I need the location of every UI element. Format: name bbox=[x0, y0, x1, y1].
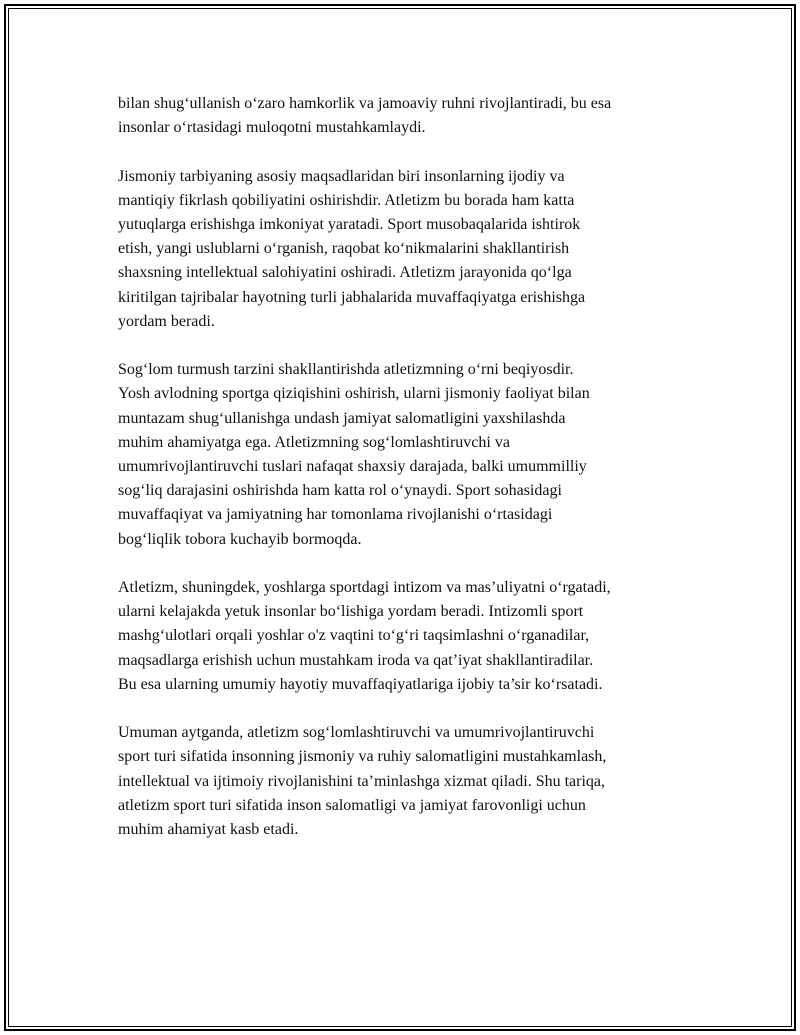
paragraph-2 bbox=[118, 165, 698, 334]
text-line: yordam beradi. bbox=[118, 312, 215, 330]
text-line: ularni kelajakda yetuk insonlar bo‘lishiga yordam beradi. Intizomli sport bbox=[118, 603, 584, 621]
text-line: etish, yangi uslublarni o‘rganish, raqobat ko‘nikmalarini shakllantirish bbox=[118, 240, 570, 258]
text-line: Umuman aytganda, atletizm sog‘lomlashtiruvchi va umumrivojlantiruvchi bbox=[118, 724, 595, 742]
text-line: atletizm sport turi sifatida inson salomatligi va jamiyat farovonligi uchun bbox=[118, 796, 586, 814]
text-line: maqsadlarga erishish uchun mustahkam iroda va qat’iyat shakllantiradilar. bbox=[118, 651, 594, 669]
text-line: muntazam shug‘ullanishga undash jamiyat salomatligini yaxshilashda bbox=[118, 409, 566, 427]
text-line: insonlar o‘rtasidagi muloqotni mustahkamlaydi. bbox=[118, 119, 426, 137]
text-line: bilan shug‘ullanish o‘zaro hamkorlik va jamoaviy ruhni rivojlantiradi, bu esa bbox=[118, 95, 612, 112]
paragraph-4 bbox=[118, 576, 698, 697]
text-line: kiritilgan tajribalar hayotning turli jabhalarida muvaffaqiyatga erishishga bbox=[118, 288, 586, 306]
text-line: sport turi sifatida insonning jismoniy va ruhiy salomatligini mustahkamlash, bbox=[118, 748, 607, 766]
document-body bbox=[118, 92, 698, 866]
text-line: bog‘liqlik tobora kuchayib bormoqda. bbox=[118, 530, 362, 548]
paragraph-1 bbox=[118, 92, 698, 140]
paragraph-5 bbox=[118, 721, 698, 842]
text-line: Sog‘lom turmush tarzini shakllantirishda atletizmning o‘rni beqiyosdir. bbox=[118, 361, 574, 379]
text-line: Bu esa ularning umumiy hayotiy muvaffaqiyatlariga ijobiy ta’sir ko‘rsatadi. bbox=[118, 675, 603, 693]
text-line: Atletizm, shuningdek, yoshlarga sportdagi intizom va mas’uliyatni o‘rgatadi, bbox=[118, 579, 611, 597]
text-line: intellektual va ijtimoiy rivojlanishini ta’minlashga xizmat qiladi. Shu tariqa, bbox=[118, 772, 606, 790]
text-line: sog‘liq darajasini oshirishda ham katta rol o‘ynaydi. Sport sohasidagi bbox=[118, 482, 562, 500]
text-line: muhim ahamiyatga ega. Atletizmning sog‘lomlashtiruvchi va bbox=[118, 433, 510, 451]
text-line: mashg‘ulotlari orqali yoshlar o'z vaqtini to‘g‘ri taqsimlashni o‘rganadilar, bbox=[118, 627, 590, 645]
text-line: yutuqlarga erishishga imkoniyat yaratadi. Sport musobaqalarida ishtirok bbox=[118, 216, 581, 233]
text-line: muhim ahamiyat kasb etadi. bbox=[118, 821, 299, 839]
text-line: Yosh avlodning sportga qiziqishini oshirish, ularni jismoniy faoliyat bilan bbox=[118, 385, 590, 403]
text-line: muvaffaqiyat va jamiyatning har tomonlama rivojlanishi o‘rtasidagi bbox=[118, 506, 553, 524]
paragraph-3 bbox=[118, 358, 698, 552]
text-line: Jismoniy tarbiyaning asosiy maqsadlaridan biri insonlarning ijodiy va bbox=[118, 167, 565, 185]
text-line: umumrivojlantiruvchi tuslari nafaqat shaxsiy darajada, balki umummilliy bbox=[118, 458, 587, 476]
text-line: shaxsning intellektual salohiyatini oshiradi. Atletizm jarayonida qo‘lga bbox=[118, 264, 572, 282]
text-line: mantiqiy fikrlash qobiliyatini oshirishdir. Atletizm bu borada ham katta bbox=[118, 191, 575, 209]
